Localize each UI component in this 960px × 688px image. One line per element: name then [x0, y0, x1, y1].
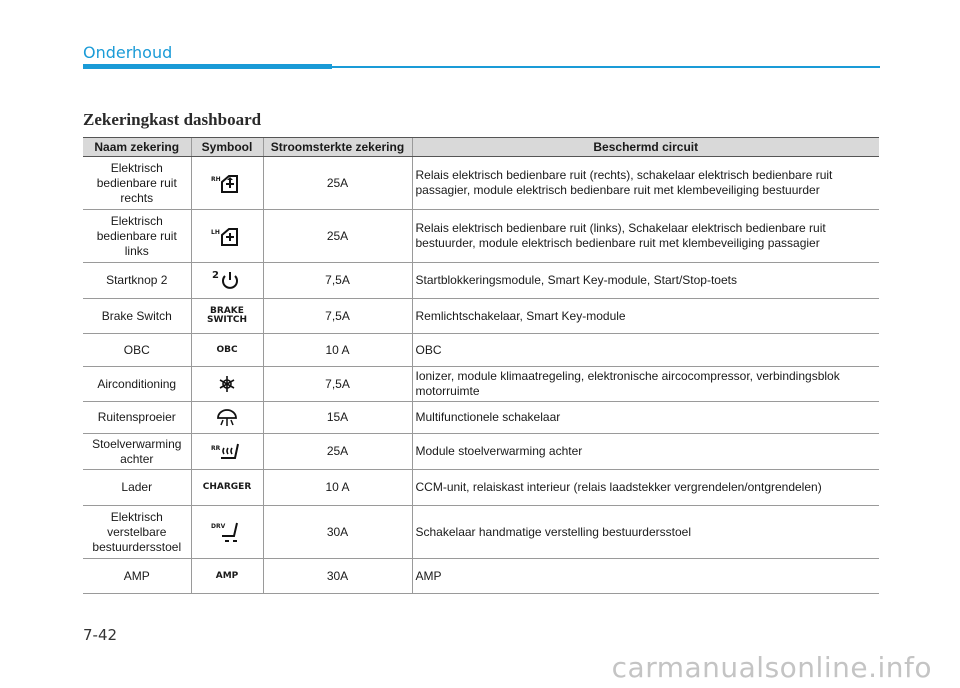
- charger-text: CHARGER: [202, 482, 252, 493]
- fuse-name: Elektrisch bedienbare ruit links: [83, 210, 191, 263]
- obc-text: OBC: [216, 344, 238, 355]
- fuse-name: Stoelverwarming achter: [83, 434, 191, 470]
- column-header-symbol: Symbool: [191, 138, 263, 157]
- table-row: [83, 506, 879, 559]
- table-header-row: [83, 138, 879, 157]
- fuse-amperage: 30A: [263, 559, 412, 594]
- fuse-symbol: [191, 434, 263, 470]
- fuse-name: Elektrisch bedienbare ruit rechts: [83, 157, 191, 210]
- fuse-amperage: 10 A: [263, 470, 412, 506]
- fuse-symbol: [191, 157, 263, 210]
- symbol-label: LH: [211, 229, 220, 236]
- page-heading: Zekeringkast dashboard: [83, 110, 262, 129]
- brake-switch-text: BRAKE SWITCH: [207, 306, 248, 325]
- washer-icon: [215, 408, 239, 428]
- fuse-circuit: Schakelaar handmatige verstelling bestuurdersstoel: [412, 506, 879, 559]
- fuse-amperage: 7,5A: [263, 367, 412, 402]
- table-row: [83, 367, 879, 402]
- fuse-name: AMP: [83, 559, 191, 594]
- amp-text: AMP: [215, 570, 239, 581]
- table-row: [83, 210, 879, 263]
- section-title: Onderhoud: [83, 43, 173, 62]
- fuse-circuit: Ionizer, module klimaatregeling, elektronische aircocompressor, verbindingsblok motorruimte: [412, 367, 879, 402]
- fuse-name: Brake Switch: [83, 299, 191, 334]
- symbol-label: 2: [212, 269, 219, 281]
- fuse-circuit: Module stoelverwarming achter: [412, 434, 879, 470]
- fuse-name: Lader: [83, 470, 191, 506]
- fuse-circuit: Startblokkeringsmodule, Smart Key-module, Start/Stop-toets: [412, 263, 879, 299]
- fuse-symbol: [191, 299, 263, 334]
- fuse-name: Startknop 2: [83, 263, 191, 299]
- fuse-circuit: OBC: [412, 334, 879, 367]
- fuse-amperage: 25A: [263, 434, 412, 470]
- column-header-amperage: Stroomsterkte zekering: [263, 138, 412, 157]
- page-number: 7-42: [83, 626, 118, 644]
- table-row: [83, 559, 879, 594]
- fuse-amperage: 7,5A: [263, 263, 412, 299]
- fuse-circuit: Multifunctionele schakelaar: [412, 402, 879, 434]
- fuse-symbol: [191, 506, 263, 559]
- window-rh-icon: [211, 172, 243, 194]
- power-seat-drv-icon: [211, 519, 243, 545]
- table-row: [83, 402, 879, 434]
- symbol-label: RR: [211, 444, 221, 452]
- table-row: [83, 299, 879, 334]
- fuse-name: Airconditioning: [83, 367, 191, 402]
- table-row: [83, 263, 879, 299]
- table-row: [83, 470, 879, 506]
- fuse-amperage: 10 A: [263, 334, 412, 367]
- fuse-name: Elektrisch verstelbare bestuurdersstoel: [83, 506, 191, 559]
- table-row: [83, 334, 879, 367]
- fuse-circuit: Remlichtschakelaar, Smart Key-module: [412, 299, 879, 334]
- snowflake-icon: [217, 374, 237, 394]
- fuse-amperage: 15A: [263, 402, 412, 434]
- fuse-circuit: CCM-unit, relaiskast interieur (relais laadstekker vergrendelen/ontgrendelen): [412, 470, 879, 506]
- fuse-symbol: [191, 402, 263, 434]
- window-lh-icon: [211, 225, 243, 247]
- fuse-symbol: [191, 210, 263, 263]
- symbol-label: DRV: [211, 523, 226, 530]
- header-rule-thin: [332, 66, 880, 68]
- fuse-table: [83, 137, 879, 594]
- fuse-symbol: [191, 470, 263, 506]
- fuse-circuit: Relais elektrisch bedienbare ruit (rechts), schakelaar elektrisch bedienbare ruit passagier, module elektrisch bedienbare ruit met klembeveiliging bestuurder: [412, 157, 879, 210]
- fuse-name: OBC: [83, 334, 191, 367]
- watermark: carmanualsonline.info: [611, 651, 932, 684]
- symbol-label: RH: [211, 176, 221, 183]
- seat-heater-rr-icon: [211, 441, 243, 463]
- fuse-amperage: 25A: [263, 210, 412, 263]
- column-header-circuit: Beschermd circuit: [412, 138, 879, 157]
- fuse-amperage: 30A: [263, 506, 412, 559]
- fuse-amperage: 25A: [263, 157, 412, 210]
- fuse-symbol: [191, 263, 263, 299]
- fuse-amperage: 7,5A: [263, 299, 412, 334]
- fuse-circuit: Relais elektrisch bedienbare ruit (links), Schakelaar elektrisch bedienbare ruit bestuurder, module elektrisch bedienbare ruit met klembeveiliging passagier: [412, 210, 879, 263]
- fuse-name: Ruitensproeier: [83, 402, 191, 434]
- header-rule-thick: [83, 64, 332, 69]
- fuse-circuit: AMP: [412, 559, 879, 594]
- fuse-symbol: [191, 334, 263, 367]
- fuse-symbol: [191, 367, 263, 402]
- start-button-icon: [212, 270, 242, 292]
- column-header-name: Naam zekering: [83, 138, 191, 157]
- table-row: [83, 157, 879, 210]
- table-row: [83, 434, 879, 470]
- fuse-symbol: [191, 559, 263, 594]
